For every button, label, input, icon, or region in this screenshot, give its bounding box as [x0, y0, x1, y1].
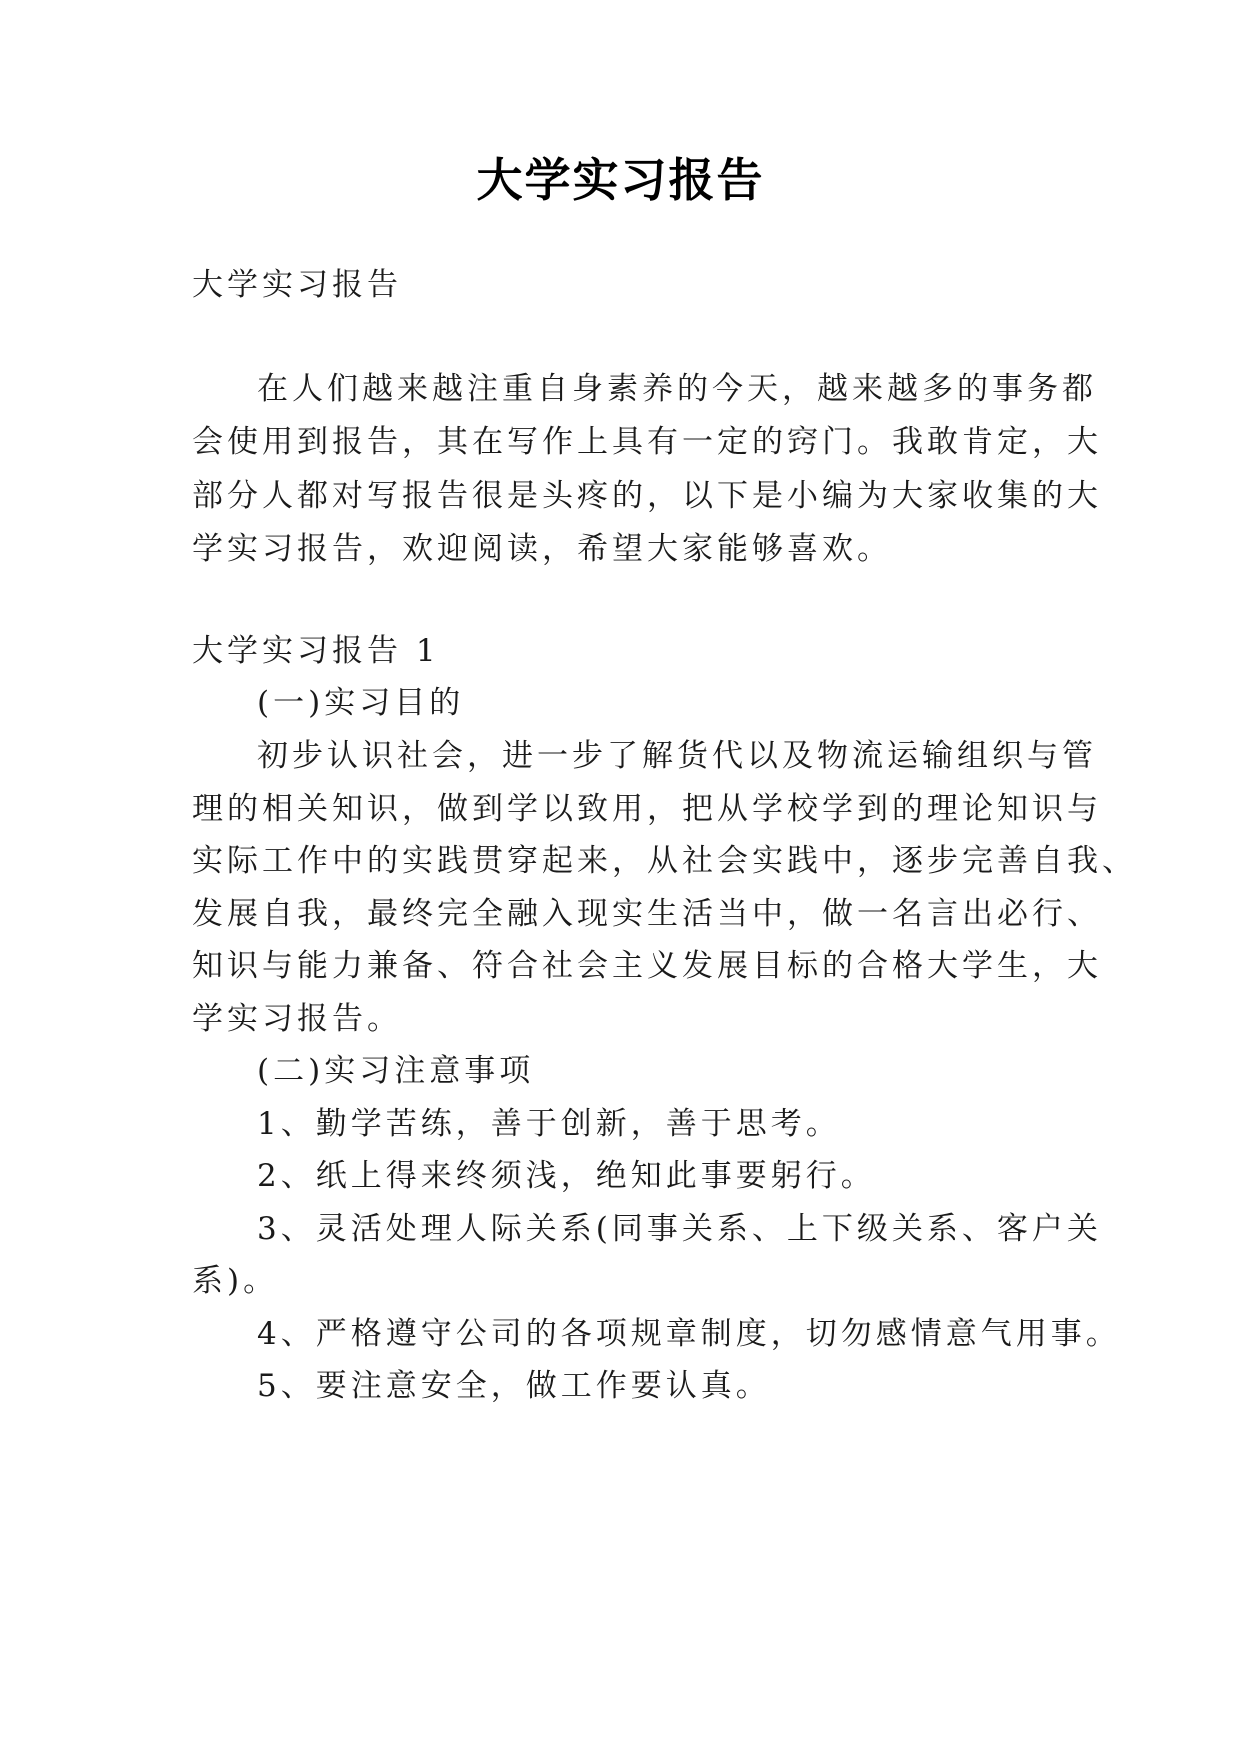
notes-item: 2、纸上得来终须浅，绝知此事要躬行。 — [257, 1158, 876, 1194]
purpose-line: 初步认识社会，进一步了解货代以及物流运输组织与管 — [257, 738, 1097, 774]
notes-item: 1、勤学苦练，善于创新，善于思考。 — [257, 1106, 841, 1142]
notes-heading: (二)实习注意事项 — [257, 1053, 535, 1089]
notes-item: 4、严格遵守公司的各项规章制度，切勿感情意气用事。 — [257, 1316, 1121, 1352]
purpose-line: 理的相关知识，做到学以致用，把从学校学到的理论知识与 — [192, 791, 1102, 827]
intro-line: 部分人都对写报告很是头疼的，以下是小编为大家收集的大 — [192, 478, 1102, 514]
purpose-heading: (一)实习目的 — [257, 685, 465, 721]
intro-line: 学实习报告，欢迎阅读，希望大家能够喜欢。 — [192, 531, 892, 567]
purpose-line: 知识与能力兼备、符合社会主义发展目标的合格大学生，大 — [192, 948, 1102, 984]
intro-line: 会使用到报告，其在写作上具有一定的窍门。我敢肯定，大 — [192, 424, 1102, 460]
notes-item: 3、灵活处理人际关系(同事关系、上下级关系、客户关 — [257, 1211, 1102, 1247]
purpose-line: 发展自我，最终完全融入现实生活当中，做一名言出必行、 — [192, 896, 1102, 932]
section-heading: 大学实习报告 1 — [192, 633, 440, 669]
document-title: 大学实习报告 — [476, 153, 765, 207]
notes-item-continuation: 系)。 — [192, 1263, 279, 1299]
document-subtitle: 大学实习报告 — [192, 267, 402, 303]
notes-item: 5、要注意安全，做工作要认真。 — [257, 1368, 771, 1404]
purpose-line: 实际工作中的实践贯穿起来，从社会实践中，逐步完善自我、 — [192, 843, 1137, 879]
purpose-line: 学实习报告。 — [192, 1001, 402, 1037]
intro-line: 在人们越来越注重自身素养的今天，越来越多的事务都 — [257, 371, 1097, 407]
